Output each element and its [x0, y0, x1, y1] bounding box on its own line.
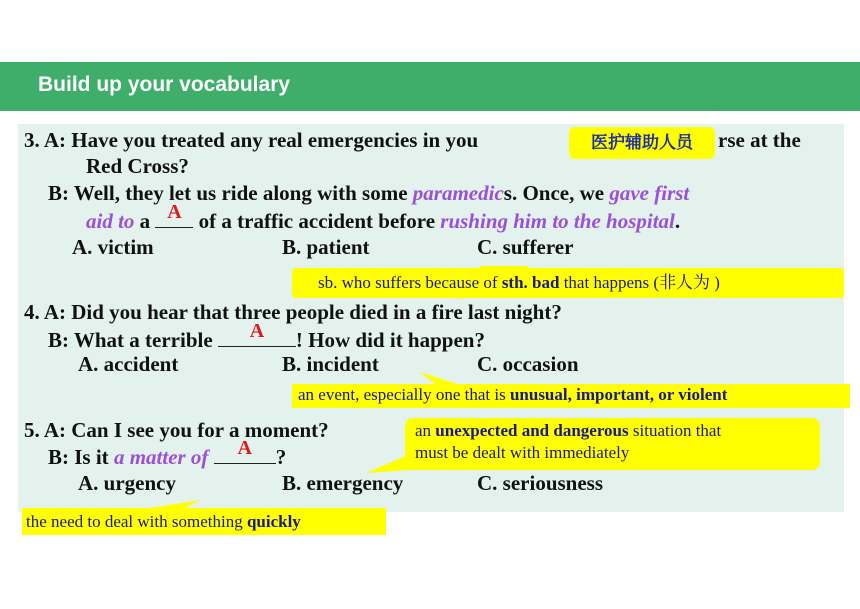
q4-option-c: C. occasion	[477, 352, 579, 376]
q4-line-1: 4. A: Did you hear that three people died in a fire last night?	[24, 300, 562, 324]
q4-option-a: A. accident	[78, 352, 179, 376]
q3-definition-note: sb. who suffers because of sth. bad that happens (非人为 )	[292, 268, 844, 298]
q4-line-2: B: What a terrible A ! How did it happen?	[48, 320, 485, 352]
q4-definition-note: an event, especially one that is unusual, important, or violent	[292, 384, 850, 408]
q5-option-a: A. urgency	[78, 471, 176, 495]
q5-emergency-note: an unexpected and dangerous situation that must be dealt with immediately	[405, 418, 820, 470]
q4-answer-blank	[218, 320, 296, 347]
q5-answer: A	[237, 437, 252, 459]
q5-option-b: B. emergency	[282, 471, 404, 495]
q3-line-4: aid to a A of a traffic accident before rushing him to the hospital.	[86, 201, 681, 233]
q4-answer: A	[249, 320, 265, 342]
paramedic-word: paramedic	[412, 181, 504, 205]
q5-urgency-note: the need to deal with something quickly	[22, 508, 386, 535]
q4-option-b: B. incident	[282, 352, 379, 376]
q5-line-1: 5. A: Can I see you for a moment?	[24, 418, 329, 442]
q3-line-2: Red Cross?	[86, 154, 189, 178]
q3-option-b: B. patient	[282, 235, 370, 259]
q3-option-a: A. victim	[72, 235, 154, 259]
q5-option-c: C. seriousness	[477, 471, 604, 495]
section-title: Build up your vocabulary	[38, 73, 291, 96]
q5-line-2: B: Is it a matter of A ?	[48, 437, 287, 469]
q3-line-1-end: rse at the	[718, 128, 801, 152]
q3-line-3: B: Well, they let us ride along with some paramedics. Once, we gave first	[48, 181, 690, 205]
q3-line-1: 3. A: Have you treated any real emergencies in you	[24, 128, 479, 152]
q3-option-c: C. sufferer	[477, 235, 574, 259]
q3-answer: A	[167, 201, 182, 223]
q3-chinese-note: 医护辅助人员	[569, 127, 715, 159]
q5-answer-blank	[214, 437, 276, 464]
